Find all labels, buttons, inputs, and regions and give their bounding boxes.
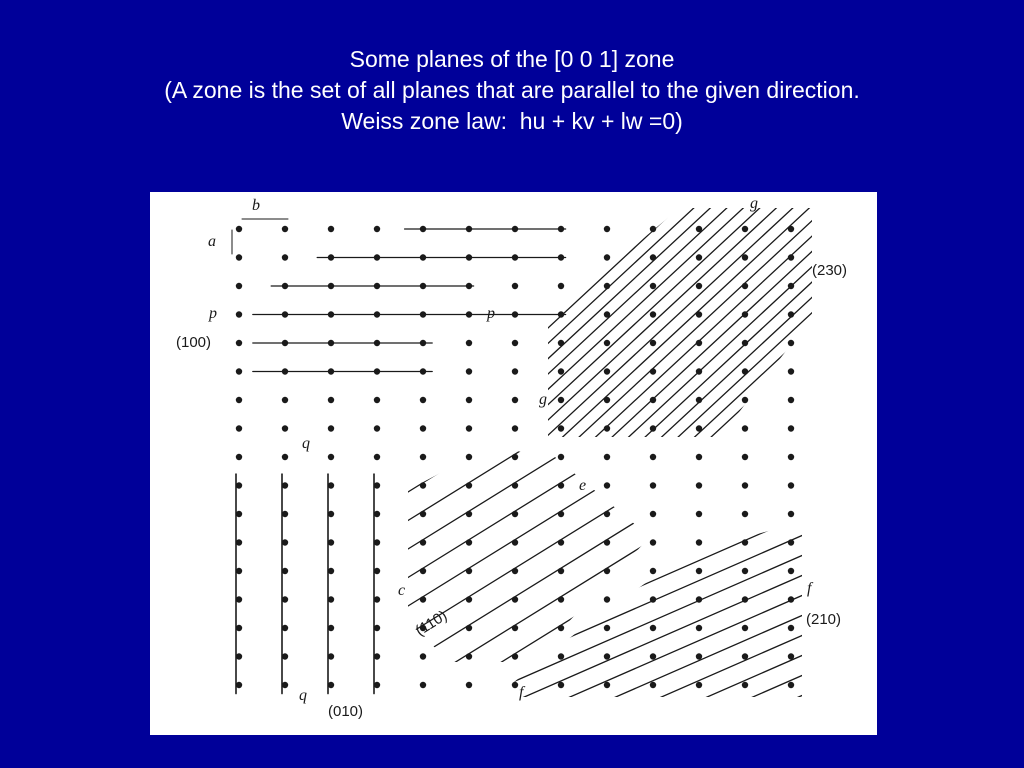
lattice-point (466, 283, 472, 289)
lattice-point (604, 340, 610, 346)
lattice-point (512, 368, 518, 374)
lattice-point (650, 653, 656, 659)
plane-210-line (490, 532, 810, 672)
lattice-point (466, 682, 472, 688)
lattice-point (374, 368, 380, 374)
lattice-point (650, 397, 656, 403)
lattice-point (282, 568, 288, 574)
lattice-point (650, 454, 656, 460)
lattice-point (742, 568, 748, 574)
lattice-point (788, 682, 794, 688)
plane-110-line (408, 228, 650, 378)
lattice-point (788, 397, 794, 403)
lattice-point (282, 283, 288, 289)
lattice-point (374, 625, 380, 631)
lattice-point (466, 340, 472, 346)
lattice-point (650, 283, 656, 289)
lattice-point (328, 682, 334, 688)
lattice-point (282, 226, 288, 232)
lattice-point (466, 653, 472, 659)
lattice-point (604, 283, 610, 289)
plane-110-group (408, 192, 650, 735)
lattice-point (696, 596, 702, 602)
lattice-point (282, 397, 288, 403)
lattice-point (696, 625, 702, 631)
label-g-top: g (750, 195, 758, 212)
plane-110-line (408, 456, 650, 606)
label-f-top: f (807, 580, 812, 597)
lattice-point (374, 653, 380, 659)
lattice-point (512, 625, 518, 631)
lattice-point (282, 482, 288, 488)
lattice-point (604, 539, 610, 545)
lattice-point (604, 226, 610, 232)
lattice-point (788, 226, 794, 232)
plane-210-line (490, 632, 810, 735)
lattice-point (512, 482, 518, 488)
label-plane-100: (100) (176, 334, 212, 351)
lattice-point (650, 625, 656, 631)
label-q-top: q (302, 435, 310, 452)
title-line-2: (A zone is the set of all planes that are parallel to the given direction. (164, 77, 860, 103)
plane-230-line (349, 192, 629, 452)
lattice-point (236, 454, 242, 460)
lattice-point (788, 625, 794, 631)
lattice-point (788, 539, 794, 545)
lattice-point (696, 254, 702, 260)
lattice-point (512, 596, 518, 602)
lattice-point (328, 311, 334, 317)
title-line-3: Weiss zone law: hu + kv + lw =0) (341, 108, 683, 134)
lattice-point (512, 568, 518, 574)
plane-210-group (490, 472, 810, 735)
lattice-point (558, 368, 564, 374)
lattice-point (696, 511, 702, 517)
plane-230-line (745, 192, 878, 452)
lattice-point (604, 682, 610, 688)
lattice-point (604, 368, 610, 374)
lattice-point (282, 511, 288, 517)
label-plane-110: (110) (412, 607, 451, 640)
lattice-point (328, 596, 334, 602)
lattice-point (374, 254, 380, 260)
lattice-point (558, 625, 564, 631)
lattice-point (512, 653, 518, 659)
lattice-point (604, 425, 610, 431)
lattice-point (374, 511, 380, 517)
plane-110-line (408, 285, 650, 435)
label-q-bottom: q (299, 687, 307, 704)
lattice-point (236, 682, 242, 688)
slide-title (0, 44, 1024, 137)
lattice-point (236, 653, 242, 659)
lattice-point (696, 368, 702, 374)
lattice-point (696, 568, 702, 574)
lattice-point (696, 397, 702, 403)
lattice-point (604, 311, 610, 317)
lattice-point (328, 568, 334, 574)
lattice-point (236, 425, 242, 431)
lattice-point (282, 682, 288, 688)
lattice-point (788, 482, 794, 488)
label-a: a (208, 233, 216, 250)
label-p-left: p (209, 305, 217, 322)
lattice-point (742, 340, 748, 346)
lattice-point (466, 254, 472, 260)
lattice-point (558, 311, 564, 317)
plane-230-line (877, 192, 878, 452)
lattice-point (420, 425, 426, 431)
plane-230-line (530, 192, 810, 452)
lattice-point (788, 340, 794, 346)
lattice-point (282, 539, 288, 545)
lattice-point (742, 368, 748, 374)
plane-230-line (431, 192, 711, 452)
plane-230-line (332, 192, 612, 452)
plane-230-line (481, 192, 761, 452)
lattice-point (558, 596, 564, 602)
lattice-point (282, 311, 288, 317)
lattice-point (788, 511, 794, 517)
lattice-point (282, 596, 288, 602)
lattice-point (512, 539, 518, 545)
lattice-point (650, 226, 656, 232)
plane-230-line (794, 192, 877, 452)
lattice-point (236, 482, 242, 488)
lattice-point (696, 283, 702, 289)
label-c: c (398, 582, 406, 599)
lattice-point (374, 340, 380, 346)
lattice-point (236, 568, 242, 574)
lattice-point (650, 254, 656, 260)
lattice-point (742, 311, 748, 317)
plane-210-line (490, 712, 810, 735)
unit-cell-marks (232, 219, 288, 254)
lattice-point (328, 625, 334, 631)
lattice-point (512, 311, 518, 317)
lattice-point (696, 454, 702, 460)
lattice-point (742, 283, 748, 289)
lattice-point (696, 311, 702, 317)
lattice-point (282, 368, 288, 374)
lattice-point (328, 653, 334, 659)
lattice-point (558, 397, 564, 403)
lattice-point (512, 226, 518, 232)
lattice-point (558, 254, 564, 260)
lattice-point (466, 226, 472, 232)
lattice-point (374, 568, 380, 574)
lattice-point (420, 226, 426, 232)
lattice-point (420, 482, 426, 488)
label-f-bottom: f (519, 684, 524, 701)
lattice-point (604, 454, 610, 460)
plane-110-line (408, 314, 650, 464)
lattice-point (282, 254, 288, 260)
lattice-point (328, 482, 334, 488)
plane-230-line (679, 192, 878, 452)
lattice-point (236, 596, 242, 602)
lattice-point (512, 511, 518, 517)
plane-230-line (316, 192, 596, 452)
lattice-points (236, 226, 794, 688)
plane-230-line (448, 192, 728, 452)
lattice-point (236, 340, 242, 346)
plane-230-line (761, 192, 877, 452)
lattice-point (374, 311, 380, 317)
lattice-point (282, 653, 288, 659)
lattice-point (236, 539, 242, 545)
lattice-point (604, 653, 610, 659)
lattice-point (328, 368, 334, 374)
plane-210-line (490, 592, 810, 732)
plane-210-line (490, 552, 810, 692)
lattice-point (604, 397, 610, 403)
lattice-point (558, 425, 564, 431)
lattice-point (420, 340, 426, 346)
plane-230-line (596, 192, 876, 452)
lattice-point (696, 539, 702, 545)
lattice-point (512, 425, 518, 431)
lattice-point (512, 283, 518, 289)
lattice-point (788, 596, 794, 602)
plane-230-line (497, 192, 777, 452)
lattice-point (650, 368, 656, 374)
lattice-point (788, 425, 794, 431)
lattice-point (236, 283, 242, 289)
plane-230-line (580, 192, 860, 452)
lattice-point (604, 511, 610, 517)
plane-110-line (408, 684, 650, 735)
lattice-point (558, 340, 564, 346)
lattice-point (466, 511, 472, 517)
lattice-point (236, 368, 242, 374)
lattice-point (420, 397, 426, 403)
lattice-point (236, 254, 242, 260)
lattice-point (420, 511, 426, 517)
lattice-point (788, 311, 794, 317)
lattice-point (742, 397, 748, 403)
lattice-point (650, 568, 656, 574)
lattice-point (742, 682, 748, 688)
lattice-point (788, 653, 794, 659)
lattice-point (558, 226, 564, 232)
lattice-point (328, 539, 334, 545)
plane-110-line (408, 428, 650, 578)
plane-230-line (398, 192, 678, 452)
lattice-point (328, 425, 334, 431)
lattice-point (466, 596, 472, 602)
plane-230-line (365, 192, 645, 452)
lattice-point (788, 568, 794, 574)
title-line-1: Some planes of the [0 0 1] zone (349, 46, 675, 72)
label-p-right: p (487, 305, 495, 322)
lattice-point (558, 482, 564, 488)
lattice-point (374, 397, 380, 403)
lattice-point (328, 340, 334, 346)
lattice-point (374, 596, 380, 602)
lattice-point (742, 226, 748, 232)
plane-110-line (408, 399, 650, 549)
lattice-point (696, 653, 702, 659)
lattice-diagram (150, 192, 877, 735)
lattice-point (282, 625, 288, 631)
lattice-point (282, 425, 288, 431)
lattice-point (512, 397, 518, 403)
lattice-point (420, 568, 426, 574)
plane-230-line (646, 192, 878, 452)
lattice-point (604, 568, 610, 574)
plane-110-line (408, 371, 650, 521)
label-plane-010: (010) (328, 703, 364, 720)
label-g-bottom: g (539, 391, 547, 408)
lattice-point (236, 625, 242, 631)
lattice-point (742, 254, 748, 260)
label-plane-210: (210) (806, 611, 842, 628)
lattice-point (558, 511, 564, 517)
plane-230-line (547, 192, 827, 452)
lattice-point (374, 682, 380, 688)
plane-230-line (811, 192, 878, 452)
lattice-point (558, 568, 564, 574)
lattice-point (282, 454, 288, 460)
lattice-point (742, 653, 748, 659)
lattice-point (420, 596, 426, 602)
lattice-point (742, 425, 748, 431)
plane-230-line (827, 192, 877, 452)
lattice-point (558, 454, 564, 460)
lattice-point (328, 283, 334, 289)
lattice-point (650, 682, 656, 688)
lattice-point (696, 226, 702, 232)
lattice-point (328, 511, 334, 517)
lattice-point (558, 283, 564, 289)
plane-110-line (408, 627, 650, 735)
lattice-point (420, 283, 426, 289)
label-e: e (579, 477, 587, 494)
plane-110-line (408, 342, 650, 492)
lattice-point (650, 596, 656, 602)
lattice-point (696, 482, 702, 488)
lattice-point (466, 397, 472, 403)
lattice-point (466, 625, 472, 631)
lattice-point (650, 425, 656, 431)
lattice-point (466, 454, 472, 460)
lattice-point (512, 254, 518, 260)
lattice-point (236, 397, 242, 403)
lattice-point (420, 682, 426, 688)
lattice-point (374, 482, 380, 488)
lattice-point (420, 311, 426, 317)
lattice-point (742, 625, 748, 631)
lattice-point (466, 482, 472, 488)
plane-210-line (490, 692, 810, 735)
lattice-point (742, 482, 748, 488)
lattice-point (328, 254, 334, 260)
lattice-point (420, 254, 426, 260)
lattice-point (696, 340, 702, 346)
lattice-point (466, 425, 472, 431)
lattice-point (742, 454, 748, 460)
lattice-point (650, 482, 656, 488)
lattice-point (696, 682, 702, 688)
lattice-point (466, 539, 472, 545)
lattice-point (328, 454, 334, 460)
lattice-point (604, 625, 610, 631)
lattice-point (650, 340, 656, 346)
plane-210-line (490, 732, 810, 735)
plane-110-line (408, 713, 650, 736)
lattice-point (282, 340, 288, 346)
lattice-point (236, 511, 242, 517)
lattice-point (512, 454, 518, 460)
label-b: b (252, 197, 260, 214)
lattice-point (742, 596, 748, 602)
lattice-point (696, 425, 702, 431)
lattice-point (328, 397, 334, 403)
lattice-point (650, 511, 656, 517)
lattice-point (558, 682, 564, 688)
lattice-point (788, 283, 794, 289)
lattice-point (328, 226, 334, 232)
lattice-point (236, 311, 242, 317)
lattice-point (420, 539, 426, 545)
lattice-point (788, 454, 794, 460)
lattice-point (420, 653, 426, 659)
lattice-point (512, 340, 518, 346)
lattice-point (788, 254, 794, 260)
lattice-point (374, 425, 380, 431)
lattice-planes-figure (150, 192, 877, 735)
lattice-point (742, 511, 748, 517)
lattice-point (604, 254, 610, 260)
plane-230-line (464, 192, 744, 452)
lattice-point (650, 311, 656, 317)
lattice-point (604, 482, 610, 488)
lattice-point (236, 226, 242, 232)
label-plane-230: (230) (812, 262, 848, 279)
lattice-point (420, 368, 426, 374)
lattice-point (788, 368, 794, 374)
lattice-point (512, 682, 518, 688)
lattice-point (604, 596, 610, 602)
lattice-point (466, 311, 472, 317)
lattice-point (374, 226, 380, 232)
plane-110-line (408, 513, 650, 663)
lattice-point (374, 454, 380, 460)
lattice-point (374, 283, 380, 289)
plane-230-line (860, 192, 877, 452)
lattice-point (374, 539, 380, 545)
lattice-point (420, 454, 426, 460)
plane-110-line (408, 257, 650, 407)
lattice-point (558, 539, 564, 545)
lattice-point (742, 539, 748, 545)
plane-230-line (844, 192, 878, 452)
plane-110-line (408, 192, 650, 321)
lattice-point (466, 368, 472, 374)
plane-110-line (408, 200, 650, 350)
lattice-point (558, 653, 564, 659)
lattice-point (466, 568, 472, 574)
plane-210-line (490, 572, 810, 712)
plane-230-line (299, 192, 579, 452)
lattice-point (650, 539, 656, 545)
plane-110-line (408, 570, 650, 720)
